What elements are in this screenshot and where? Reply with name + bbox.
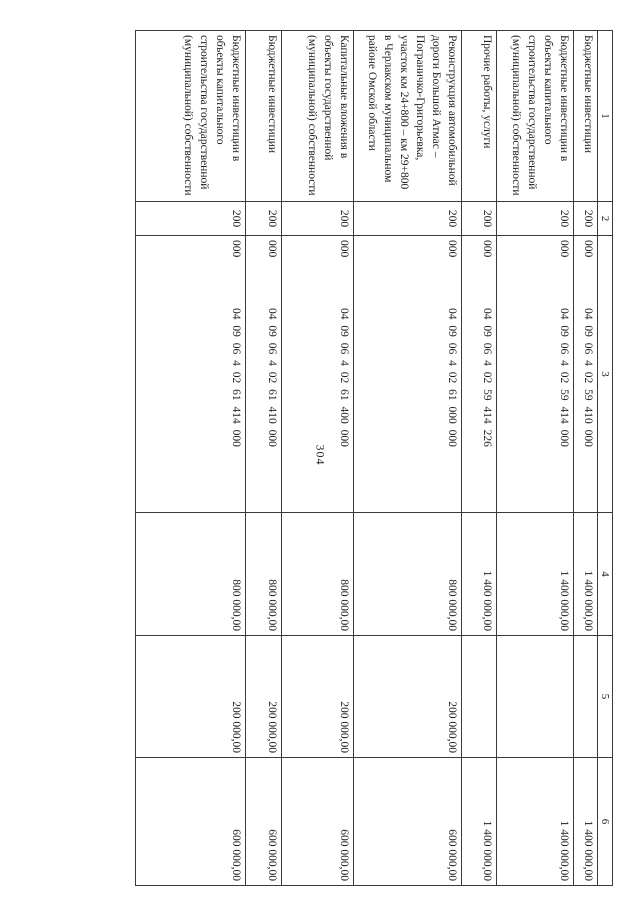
row-name: Прочие работы, услуги	[462, 31, 497, 202]
row-code-classification: 04 09 06 4 02 61 400 000	[338, 308, 350, 447]
row-amount-col6: 600 000,00	[246, 758, 282, 886]
row-amount-col5: 200 000,00	[246, 636, 282, 758]
table-row	[462, 31, 497, 886]
column-number: 5	[598, 636, 613, 758]
row-name: Бюджетные инвестиции в объекты капитального строительства государственной (муниципальной) собственности	[136, 31, 246, 202]
row-amount-col6: 1 400 000,00	[497, 758, 574, 886]
row-amount-col4: 800 000,00	[136, 513, 246, 636]
column-number: 3	[598, 236, 613, 513]
row-admin-code: 200	[136, 202, 246, 236]
row-code-group: 000	[446, 240, 458, 258]
row-name: Бюджетные инвестиции	[574, 31, 598, 202]
row-amount-col6: 600 000,00	[354, 758, 462, 886]
row-admin-code: 200	[282, 202, 354, 236]
row-code-group: 000	[266, 240, 278, 258]
row-code-group: 000	[230, 240, 242, 258]
row-amount-col4: 800 000,00	[282, 513, 354, 636]
row-code-classification: 04 09 06 4 02 59 410 000	[582, 308, 594, 447]
row-code-classification: 04 09 06 4 02 59 414 226	[481, 308, 493, 447]
row-admin-code: 200	[462, 202, 497, 236]
table-row	[136, 31, 246, 886]
row-amount-col6: 600 000,00	[136, 758, 246, 886]
row-amount-col5	[497, 636, 574, 758]
row-amount-col4: 1 400 000,00	[574, 513, 598, 636]
budget-table	[135, 30, 613, 886]
row-name: Бюджетные инвестиции в объекты капитального строительства государственной (муниципальной) собственности	[497, 31, 574, 202]
row-budget-code	[354, 236, 462, 513]
row-admin-code: 200	[574, 202, 598, 236]
row-amount-col5: 200 000,00	[354, 636, 462, 758]
column-number: 2	[598, 202, 613, 236]
row-code-classification: 04 09 06 4 02 61 414 000	[230, 308, 242, 447]
row-admin-code: 200	[246, 202, 282, 236]
row-name: Капитальные вложения в объекты государственной (муниципальной) собственности	[282, 31, 354, 202]
row-code-classification: 04 09 06 4 02 61 000 000	[446, 308, 458, 447]
row-budget-code	[462, 236, 497, 513]
row-admin-code: 200	[354, 202, 462, 236]
row-amount-col4: 800 000,00	[246, 513, 282, 636]
table-row	[246, 31, 282, 886]
column-number: 1	[598, 31, 613, 202]
row-name: Бюджетные инвестиции	[246, 31, 282, 202]
row-name: Реконструкция автомобильной дороги Большой Атмас – Пограничко-Григорьевка, участок км 24+800 – км 29+800 в Черлакском муниципальном районе Омской области	[354, 31, 462, 202]
row-admin-code: 200	[497, 202, 574, 236]
row-code-group: 000	[481, 240, 493, 258]
column-number: 4	[598, 513, 613, 636]
row-budget-code	[497, 236, 574, 513]
row-amount-col5	[462, 636, 497, 758]
row-budget-code	[136, 236, 246, 513]
row-code-group: 000	[582, 240, 594, 258]
table-row	[282, 31, 354, 886]
row-code-group: 000	[558, 240, 570, 258]
page-number: 304	[313, 444, 328, 466]
column-number: 6	[598, 758, 613, 886]
table-row	[574, 31, 598, 886]
row-amount-col6: 600 000,00	[282, 758, 354, 886]
row-budget-code	[574, 236, 598, 513]
row-amount-col4: 1 400 000,00	[462, 513, 497, 636]
row-amount-col6: 1 400 000,00	[462, 758, 497, 886]
row-code-classification: 04 09 06 4 02 59 414 000	[558, 308, 570, 447]
row-amount-col6: 1 400 000,00	[574, 758, 598, 886]
table-row	[497, 31, 574, 886]
row-amount-col4: 1 400 000,00	[497, 513, 574, 636]
row-budget-code	[282, 236, 354, 513]
row-amount-col5: 200 000,00	[136, 636, 246, 758]
row-amount-col5: 200 000,00	[282, 636, 354, 758]
row-code-group: 000	[338, 240, 350, 258]
row-code-classification: 04 09 06 4 02 61 410 000	[266, 308, 278, 447]
column-number-row	[598, 31, 613, 886]
rotated-content	[182, 30, 613, 885]
row-amount-col4: 800 000,00	[354, 513, 462, 636]
table-row	[354, 31, 462, 886]
row-budget-code	[246, 236, 282, 513]
row-amount-col5	[574, 636, 598, 758]
